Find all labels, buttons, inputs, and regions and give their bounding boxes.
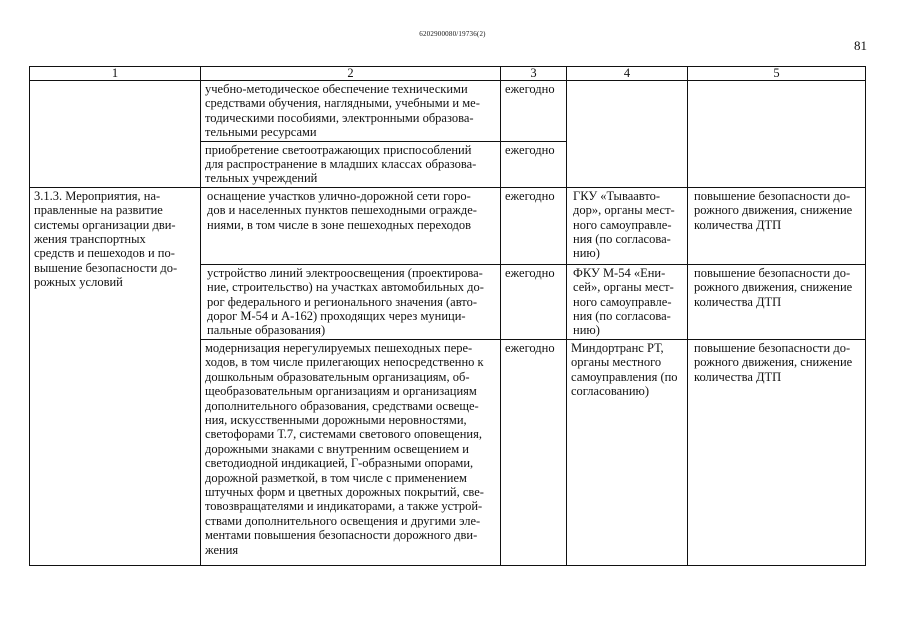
header-row: [30, 67, 866, 81]
action-cell: [201, 264, 501, 339]
action-cell: [201, 141, 501, 187]
text-line: рожного движения, снижение: [694, 203, 853, 218]
text-line: ходов, в том числе прилегающих непосредственно к: [205, 355, 484, 370]
action-cell: [201, 81, 501, 142]
text-line: ния (по согласова-: [573, 309, 671, 324]
text-line: товозвращателями и индикаторами, а также устрой-: [205, 499, 483, 514]
text-line: повышение безопасности до-: [694, 265, 851, 280]
table-row: [30, 187, 866, 264]
text-line: дорожной разметкой, в том числе с применением: [205, 470, 467, 485]
text-line: тельных учреждений: [205, 171, 318, 186]
text-line: приобретение светоотражающих приспособлений: [205, 142, 472, 157]
table-row: [30, 81, 866, 142]
period-cell: [501, 141, 567, 187]
text-line: правленные на развитие: [34, 203, 163, 218]
executor-cell: [567, 187, 688, 264]
text-line: органы местного: [571, 355, 662, 370]
column-header: 5: [688, 67, 866, 81]
text-line: штучных форм и цветных дорожных покрытий, све-: [205, 484, 484, 499]
measure-cell: [30, 187, 201, 565]
result-cell: [688, 187, 866, 264]
measures-table: [29, 66, 866, 566]
text-line: нию): [573, 246, 600, 261]
executor-cell-empty: [567, 81, 688, 188]
text-line: ежегодно: [505, 188, 555, 203]
text-line: ниями, в том числе в зоне пешеходных переходов: [207, 217, 472, 232]
page-number: 81: [854, 38, 867, 53]
text-line: системы организации дви-: [34, 217, 176, 232]
text-line: дорожными знаками с внутренним освещением и: [205, 441, 469, 456]
text-line: повышение безопасности до-: [694, 188, 851, 203]
text-line: Миндортранс РТ,: [571, 340, 664, 355]
text-line: светодиодной индикацией, Г-образными опорами,: [205, 456, 474, 471]
column-header: 2: [201, 67, 501, 81]
text-line: самоуправления (по: [571, 369, 678, 384]
text-line: ния (по согласова-: [573, 232, 671, 247]
text-line: дошкольным образовательным организациям, об-: [205, 369, 470, 384]
text-line: устройство линий электроосвещения (проектирова-: [207, 265, 483, 280]
text-line: 3.1.3. Мероприятия, на-: [34, 188, 161, 203]
text-line: учебно-методическое обеспечение техническими: [205, 82, 468, 96]
text-line: ГКУ «Тываавто-: [573, 188, 661, 203]
executor-cell: [567, 339, 688, 565]
text-line: средствами обучения, наглядными, учебными и ме-: [205, 96, 480, 111]
text-line: пальные образования): [207, 323, 326, 338]
text-line: количества ДТП: [694, 217, 782, 232]
text-line: ежегодно: [505, 82, 555, 96]
period-cell: [501, 339, 567, 565]
text-line: сей», органы мест-: [573, 280, 674, 295]
column-header: 1: [30, 67, 201, 81]
action-cell: [201, 187, 501, 264]
executor-cell: [567, 264, 688, 339]
text-line: рожного движения, снижение: [694, 355, 853, 370]
text-line: рожных условий: [34, 275, 123, 290]
text-line: ежегодно: [505, 142, 555, 157]
text-line: дорог М-54 и А-162) проходящих через муници-: [207, 309, 466, 324]
text-line: ментами повышения безопасности дорожного дви-: [205, 528, 478, 543]
period-cell: [501, 81, 567, 142]
measure-cell-empty: [30, 81, 201, 188]
text-line: вышение безопасности до-: [34, 260, 178, 275]
text-line: ФКУ М-54 «Ени-: [573, 265, 666, 280]
text-line: рог федерального и регионального значения (авто-: [207, 294, 477, 309]
period-cell: [501, 187, 567, 264]
text-line: ного самоуправле-: [573, 217, 672, 232]
text-line: ствами дополнительного освещения и другими эле-: [205, 513, 481, 528]
column-header: 4: [567, 67, 688, 81]
text-line: светофорами Т.7, системами светового оповещения,: [205, 427, 482, 442]
result-cell: [688, 264, 866, 339]
text-line: оснащение участков улично-дорожной сети горо-: [207, 188, 471, 203]
text-line: нию): [573, 323, 600, 338]
document-id: 6202900080/19736(2): [419, 30, 486, 38]
text-line: для распространение в младших классах образова-: [205, 157, 477, 172]
text-line: жения: [205, 542, 239, 557]
text-line: ежегодно: [505, 340, 555, 355]
period-cell: [501, 264, 567, 339]
text-line: согласованию): [571, 384, 650, 399]
text-line: тодическими пособиями, электронными образова-: [205, 110, 474, 125]
text-line: дов и населенных пунктов пешеходными огражде-: [207, 203, 477, 218]
result-cell-empty: [688, 81, 866, 188]
result-cell: [688, 339, 866, 565]
text-line: ежегодно: [505, 265, 555, 280]
action-cell: [201, 339, 501, 565]
text-line: дополнительного образования, средствами освеще-: [205, 398, 479, 413]
text-line: ного самоуправле-: [573, 294, 672, 309]
text-line: щеобразовательным организациям и организациям: [205, 384, 477, 399]
text-line: ния, искусственными дорожными неровностями,: [205, 412, 467, 427]
text-line: рожного движения, снижение: [694, 280, 853, 295]
text-line: повышение безопасности до-: [694, 340, 851, 355]
text-line: дор», органы мест-: [573, 203, 675, 218]
text-line: жения транспортных: [34, 232, 146, 247]
text-line: количества ДТП: [694, 294, 782, 309]
text-line: тельными ресурсами: [205, 125, 317, 140]
text-line: средств и пешеходов и по-: [34, 246, 175, 261]
column-header: 3: [501, 67, 567, 81]
text-line: количества ДТП: [694, 369, 782, 384]
text-line: ние, строительство) на участках автомобильных до-: [207, 280, 484, 295]
text-line: модернизация нерегулируемых пешеходных пере-: [205, 340, 473, 355]
